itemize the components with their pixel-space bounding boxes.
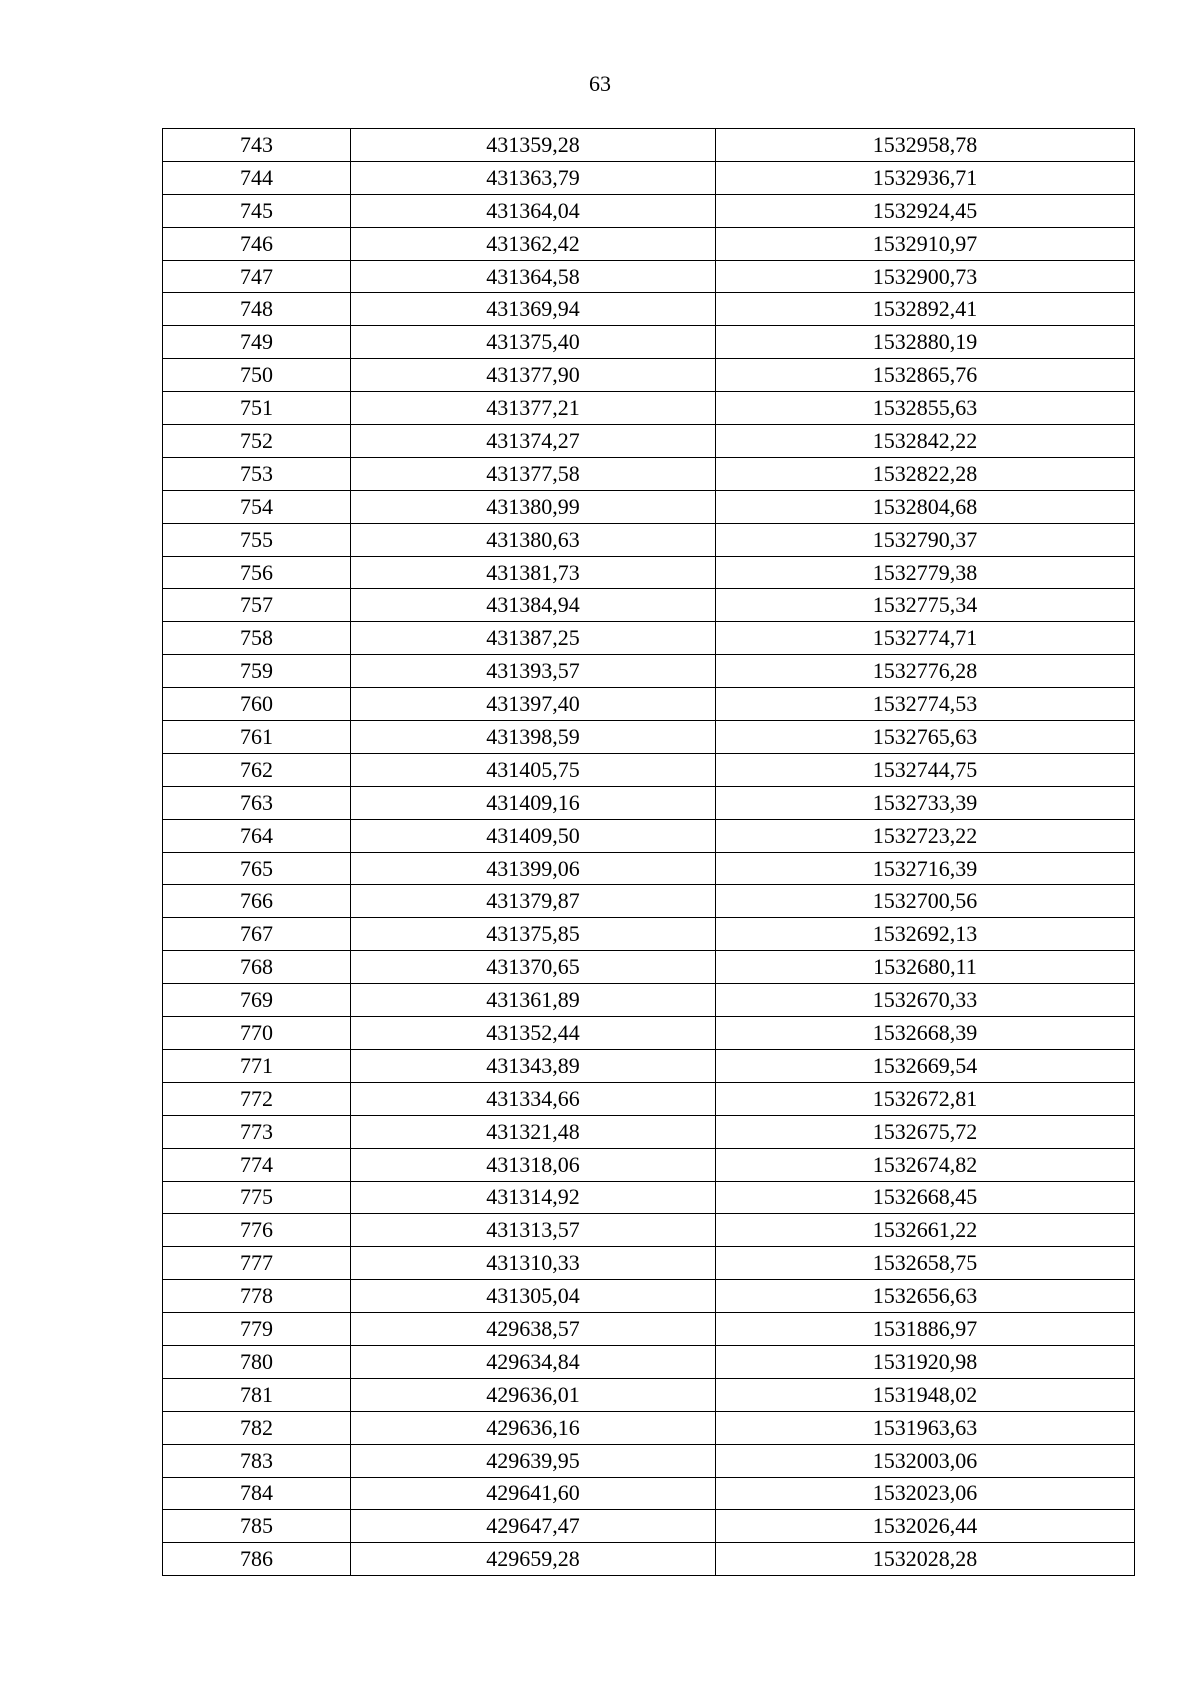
y-coordinate-cell: 1532656,63 bbox=[716, 1280, 1135, 1313]
table-row bbox=[163, 392, 1135, 425]
y-coordinate-cell: 1531948,02 bbox=[716, 1378, 1135, 1411]
y-coordinate-cell: 1532692,13 bbox=[716, 918, 1135, 951]
x-coordinate-cell: 431379,87 bbox=[351, 885, 716, 918]
table-row bbox=[163, 490, 1135, 523]
table-row bbox=[163, 1543, 1135, 1576]
coordinates-table-body bbox=[163, 129, 1135, 1576]
x-coordinate-cell: 431361,89 bbox=[351, 984, 716, 1017]
table-row bbox=[163, 1049, 1135, 1082]
y-coordinate-cell: 1532680,11 bbox=[716, 951, 1135, 984]
table-row bbox=[163, 523, 1135, 556]
table-row bbox=[163, 786, 1135, 819]
point-number-cell: 744 bbox=[163, 161, 351, 194]
point-number-cell: 765 bbox=[163, 852, 351, 885]
x-coordinate-cell: 431369,94 bbox=[351, 293, 716, 326]
point-number-cell: 759 bbox=[163, 655, 351, 688]
y-coordinate-cell: 1532910,97 bbox=[716, 227, 1135, 260]
y-coordinate-cell: 1532958,78 bbox=[716, 129, 1135, 162]
y-coordinate-cell: 1532668,39 bbox=[716, 1017, 1135, 1050]
table-row bbox=[163, 589, 1135, 622]
table-row bbox=[163, 688, 1135, 721]
point-number-cell: 763 bbox=[163, 786, 351, 819]
table-row bbox=[163, 1214, 1135, 1247]
table-row bbox=[163, 1181, 1135, 1214]
y-coordinate-cell: 1532865,76 bbox=[716, 359, 1135, 392]
x-coordinate-cell: 431310,33 bbox=[351, 1247, 716, 1280]
x-coordinate-cell: 429636,01 bbox=[351, 1378, 716, 1411]
table-row bbox=[163, 819, 1135, 852]
y-coordinate-cell: 1531886,97 bbox=[716, 1313, 1135, 1346]
x-coordinate-cell: 431362,42 bbox=[351, 227, 716, 260]
y-coordinate-cell: 1532668,45 bbox=[716, 1181, 1135, 1214]
table-row bbox=[163, 1082, 1135, 1115]
x-coordinate-cell: 431377,90 bbox=[351, 359, 716, 392]
table-row bbox=[163, 885, 1135, 918]
y-coordinate-cell: 1532900,73 bbox=[716, 260, 1135, 293]
point-number-cell: 777 bbox=[163, 1247, 351, 1280]
y-coordinate-cell: 1532700,56 bbox=[716, 885, 1135, 918]
table-row bbox=[163, 1444, 1135, 1477]
point-number-cell: 780 bbox=[163, 1345, 351, 1378]
point-number-cell: 748 bbox=[163, 293, 351, 326]
point-number-cell: 752 bbox=[163, 425, 351, 458]
x-coordinate-cell: 431387,25 bbox=[351, 622, 716, 655]
x-coordinate-cell: 429639,95 bbox=[351, 1444, 716, 1477]
y-coordinate-cell: 1532028,28 bbox=[716, 1543, 1135, 1576]
y-coordinate-cell: 1532779,38 bbox=[716, 556, 1135, 589]
y-coordinate-cell: 1531963,63 bbox=[716, 1411, 1135, 1444]
point-number-cell: 750 bbox=[163, 359, 351, 392]
x-coordinate-cell: 431377,58 bbox=[351, 457, 716, 490]
table-row bbox=[163, 1510, 1135, 1543]
table-row bbox=[163, 1411, 1135, 1444]
x-coordinate-cell: 431352,44 bbox=[351, 1017, 716, 1050]
x-coordinate-cell: 431359,28 bbox=[351, 129, 716, 162]
table-row bbox=[163, 457, 1135, 490]
point-number-cell: 783 bbox=[163, 1444, 351, 1477]
y-coordinate-cell: 1532842,22 bbox=[716, 425, 1135, 458]
point-number-cell: 775 bbox=[163, 1181, 351, 1214]
y-coordinate-cell: 1532880,19 bbox=[716, 326, 1135, 359]
coordinates-table bbox=[162, 128, 1135, 1576]
point-number-cell: 764 bbox=[163, 819, 351, 852]
y-coordinate-cell: 1532003,06 bbox=[716, 1444, 1135, 1477]
x-coordinate-cell: 431321,48 bbox=[351, 1115, 716, 1148]
x-coordinate-cell: 431305,04 bbox=[351, 1280, 716, 1313]
point-number-cell: 751 bbox=[163, 392, 351, 425]
y-coordinate-cell: 1532744,75 bbox=[716, 753, 1135, 786]
point-number-cell: 769 bbox=[163, 984, 351, 1017]
x-coordinate-cell: 431399,06 bbox=[351, 852, 716, 885]
point-number-cell: 776 bbox=[163, 1214, 351, 1247]
table-row bbox=[163, 1477, 1135, 1510]
x-coordinate-cell: 431375,85 bbox=[351, 918, 716, 951]
table-row bbox=[163, 1313, 1135, 1346]
y-coordinate-cell: 1532670,33 bbox=[716, 984, 1135, 1017]
y-coordinate-cell: 1532669,54 bbox=[716, 1049, 1135, 1082]
y-coordinate-cell: 1532765,63 bbox=[716, 721, 1135, 754]
x-coordinate-cell: 431334,66 bbox=[351, 1082, 716, 1115]
point-number-cell: 755 bbox=[163, 523, 351, 556]
x-coordinate-cell: 429638,57 bbox=[351, 1313, 716, 1346]
y-coordinate-cell: 1532716,39 bbox=[716, 852, 1135, 885]
table-row bbox=[163, 753, 1135, 786]
table-row bbox=[163, 326, 1135, 359]
y-coordinate-cell: 1532924,45 bbox=[716, 194, 1135, 227]
x-coordinate-cell: 431343,89 bbox=[351, 1049, 716, 1082]
table-row bbox=[163, 951, 1135, 984]
point-number-cell: 782 bbox=[163, 1411, 351, 1444]
table-row bbox=[163, 260, 1135, 293]
table-row bbox=[163, 161, 1135, 194]
point-number-cell: 770 bbox=[163, 1017, 351, 1050]
x-coordinate-cell: 431384,94 bbox=[351, 589, 716, 622]
table-row bbox=[163, 1247, 1135, 1280]
x-coordinate-cell: 429636,16 bbox=[351, 1411, 716, 1444]
point-number-cell: 756 bbox=[163, 556, 351, 589]
y-coordinate-cell: 1532892,41 bbox=[716, 293, 1135, 326]
point-number-cell: 749 bbox=[163, 326, 351, 359]
y-coordinate-cell: 1532672,81 bbox=[716, 1082, 1135, 1115]
y-coordinate-cell: 1532775,34 bbox=[716, 589, 1135, 622]
point-number-cell: 746 bbox=[163, 227, 351, 260]
x-coordinate-cell: 431375,40 bbox=[351, 326, 716, 359]
x-coordinate-cell: 431363,79 bbox=[351, 161, 716, 194]
point-number-cell: 772 bbox=[163, 1082, 351, 1115]
x-coordinate-cell: 431409,16 bbox=[351, 786, 716, 819]
table-row bbox=[163, 622, 1135, 655]
y-coordinate-cell: 1532774,71 bbox=[716, 622, 1135, 655]
point-number-cell: 760 bbox=[163, 688, 351, 721]
x-coordinate-cell: 431364,04 bbox=[351, 194, 716, 227]
page-number: 63 bbox=[589, 71, 611, 96]
point-number-cell: 767 bbox=[163, 918, 351, 951]
x-coordinate-cell: 431364,58 bbox=[351, 260, 716, 293]
y-coordinate-cell: 1532658,75 bbox=[716, 1247, 1135, 1280]
point-number-cell: 768 bbox=[163, 951, 351, 984]
y-coordinate-cell: 1531920,98 bbox=[716, 1345, 1135, 1378]
table-row bbox=[163, 359, 1135, 392]
point-number-cell: 762 bbox=[163, 753, 351, 786]
point-number-cell: 745 bbox=[163, 194, 351, 227]
x-coordinate-cell: 431313,57 bbox=[351, 1214, 716, 1247]
table-row bbox=[163, 556, 1135, 589]
y-coordinate-cell: 1532675,72 bbox=[716, 1115, 1135, 1148]
point-number-cell: 758 bbox=[163, 622, 351, 655]
table-row bbox=[163, 194, 1135, 227]
y-coordinate-cell: 1532774,53 bbox=[716, 688, 1135, 721]
y-coordinate-cell: 1532723,22 bbox=[716, 819, 1135, 852]
point-number-cell: 766 bbox=[163, 885, 351, 918]
point-number-cell: 778 bbox=[163, 1280, 351, 1313]
y-coordinate-cell: 1532733,39 bbox=[716, 786, 1135, 819]
y-coordinate-cell: 1532026,44 bbox=[716, 1510, 1135, 1543]
x-coordinate-cell: 431397,40 bbox=[351, 688, 716, 721]
table-row bbox=[163, 1280, 1135, 1313]
point-number-cell: 781 bbox=[163, 1378, 351, 1411]
x-coordinate-cell: 431393,57 bbox=[351, 655, 716, 688]
point-number-cell: 761 bbox=[163, 721, 351, 754]
x-coordinate-cell: 429659,28 bbox=[351, 1543, 716, 1576]
x-coordinate-cell: 431405,75 bbox=[351, 753, 716, 786]
x-coordinate-cell: 431370,65 bbox=[351, 951, 716, 984]
y-coordinate-cell: 1532936,71 bbox=[716, 161, 1135, 194]
x-coordinate-cell: 431374,27 bbox=[351, 425, 716, 458]
x-coordinate-cell: 431381,73 bbox=[351, 556, 716, 589]
point-number-cell: 757 bbox=[163, 589, 351, 622]
x-coordinate-cell: 431318,06 bbox=[351, 1148, 716, 1181]
x-coordinate-cell: 431398,59 bbox=[351, 721, 716, 754]
table-row bbox=[163, 1148, 1135, 1181]
point-number-cell: 779 bbox=[163, 1313, 351, 1346]
table-row bbox=[163, 655, 1135, 688]
point-number-cell: 753 bbox=[163, 457, 351, 490]
table-row bbox=[163, 293, 1135, 326]
table-row bbox=[163, 721, 1135, 754]
table-row bbox=[163, 1115, 1135, 1148]
table-row bbox=[163, 129, 1135, 162]
x-coordinate-cell: 429641,60 bbox=[351, 1477, 716, 1510]
point-number-cell: 784 bbox=[163, 1477, 351, 1510]
x-coordinate-cell: 431380,63 bbox=[351, 523, 716, 556]
y-coordinate-cell: 1532804,68 bbox=[716, 490, 1135, 523]
y-coordinate-cell: 1532855,63 bbox=[716, 392, 1135, 425]
y-coordinate-cell: 1532661,22 bbox=[716, 1214, 1135, 1247]
x-coordinate-cell: 431377,21 bbox=[351, 392, 716, 425]
table-row bbox=[163, 852, 1135, 885]
table-row bbox=[163, 1378, 1135, 1411]
table-row bbox=[163, 1345, 1135, 1378]
point-number-cell: 754 bbox=[163, 490, 351, 523]
x-coordinate-cell: 429647,47 bbox=[351, 1510, 716, 1543]
x-coordinate-cell: 429634,84 bbox=[351, 1345, 716, 1378]
x-coordinate-cell: 431314,92 bbox=[351, 1181, 716, 1214]
point-number-cell: 774 bbox=[163, 1148, 351, 1181]
y-coordinate-cell: 1532822,28 bbox=[716, 457, 1135, 490]
table-row bbox=[163, 984, 1135, 1017]
point-number-cell: 743 bbox=[163, 129, 351, 162]
point-number-cell: 771 bbox=[163, 1049, 351, 1082]
table-row bbox=[163, 425, 1135, 458]
point-number-cell: 785 bbox=[163, 1510, 351, 1543]
point-number-cell: 773 bbox=[163, 1115, 351, 1148]
table-row bbox=[163, 227, 1135, 260]
y-coordinate-cell: 1532023,06 bbox=[716, 1477, 1135, 1510]
point-number-cell: 786 bbox=[163, 1543, 351, 1576]
table-row bbox=[163, 1017, 1135, 1050]
x-coordinate-cell: 431380,99 bbox=[351, 490, 716, 523]
y-coordinate-cell: 1532790,37 bbox=[716, 523, 1135, 556]
point-number-cell: 747 bbox=[163, 260, 351, 293]
table-row bbox=[163, 918, 1135, 951]
x-coordinate-cell: 431409,50 bbox=[351, 819, 716, 852]
y-coordinate-cell: 1532776,28 bbox=[716, 655, 1135, 688]
y-coordinate-cell: 1532674,82 bbox=[716, 1148, 1135, 1181]
